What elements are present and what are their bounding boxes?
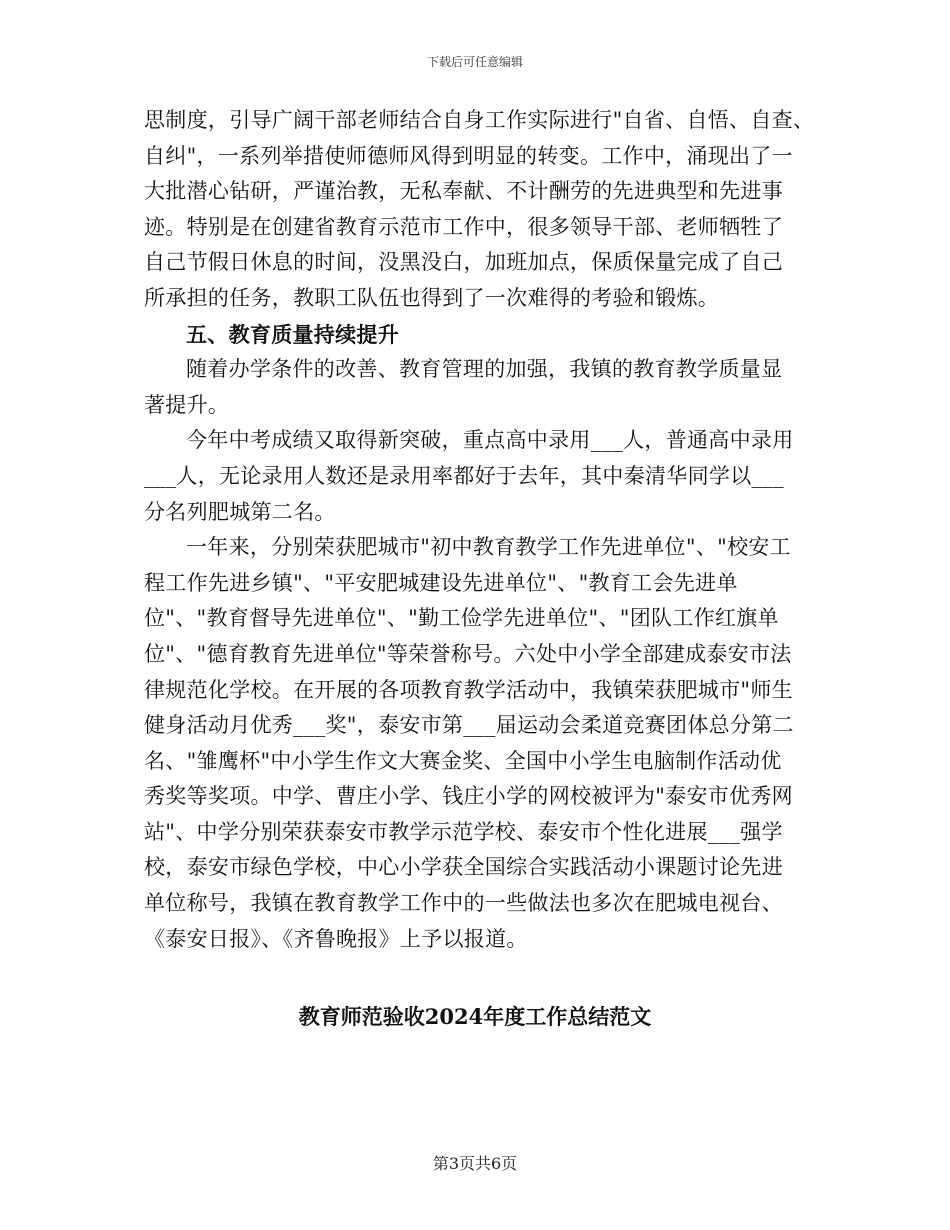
text-line: 位"、"教育督导先进单位"、"勤工俭学先进单位"、"团队工作红旗单 xyxy=(144,606,779,631)
text-line: 思制度，引导广阔干部老师结合自身工作实际进行"自省、自悟、自查、 xyxy=(144,108,815,132)
text-line: 程工作先进乡镇"、"平安肥城建设先进单位"、"教育工会先进单 xyxy=(144,570,738,595)
text-line: 站"、中学分别荣获泰安市教学示范学校、泰安市个性化进展___强学 xyxy=(144,819,783,844)
text-line: 名、"雏鹰杯"中小学生作文大赛金奖、全国中小学生电脑制作活动优 xyxy=(144,748,782,773)
text-line: 自己节假日休息的时间，没黑没白，加班加点，保质保量完成了自己 xyxy=(144,250,783,275)
text-line: 位"、"德育教育先进单位"等荣誉称号。六处中小学全部建成泰安市法 xyxy=(144,641,792,666)
text-line: 律规范化学校。在开展的各项教育教学活动中，我镇荣获肥城市"师生 xyxy=(144,677,793,702)
text-line: 今年中考成绩又取得新突破，重点高中录用___人，普通高中录用 xyxy=(186,428,794,453)
document-body xyxy=(144,103,824,957)
text-line: 校，泰安市绿色学校，中心小学获全国综合实践活动小课题讨论先进 xyxy=(144,855,783,880)
text-line: 大批潜心钻研，严谨治教，无私奉献、不计酬劳的先进典型和先进事 xyxy=(144,179,783,204)
section-title: 教育师范验收2024年度工作总结范文 xyxy=(298,1004,652,1029)
text-line: 秀奖等奖项。中学、曹庄小学、钱庄小学的网校被评为"泰安市优秀网 xyxy=(144,784,793,809)
text-line: 《泰安日报》、《齐鲁晚报》上予以报道。 xyxy=(144,926,528,951)
text-line: 随着办学条件的改善、教育管理的加强，我镇的教育教学质量显 xyxy=(186,357,783,382)
page-footer: 第3页共6页 xyxy=(432,1154,518,1173)
section-heading: 五、教育质量持续提升 xyxy=(186,321,399,347)
page-header: 下载后可任意编辑 xyxy=(426,55,523,69)
text-line: 健身活动月优秀___奖"，泰安市第___届运动会柔道竞赛团体总分第二 xyxy=(144,713,794,738)
text-line: 著提升。 xyxy=(144,392,230,417)
text-line: 所承担的任务，教职工队伍也得到了一次难得的考验和锻炼。 xyxy=(144,285,720,310)
text-line: 单位称号，我镇在教育教学工作中的一些做法也多次在肥城电视台、 xyxy=(144,891,783,916)
text-line: 一年来，分别荣获肥城市"初中教育教学工作先进单位"、"校安工 xyxy=(186,535,791,560)
text-line: 分名列肥城第二名。 xyxy=(144,499,336,524)
text-line: ___人，无论录用人数还是录用率都好于去年，其中秦清华同学以___ xyxy=(144,463,784,488)
text-line: 迹。特别是在创建省教育示范市工作中，很多领导干部、老师牺牲了 xyxy=(144,214,783,239)
text-line: 自纠"，一系列举措使师德师风得到明显的转变。工作中，涌现出了一 xyxy=(144,143,793,168)
